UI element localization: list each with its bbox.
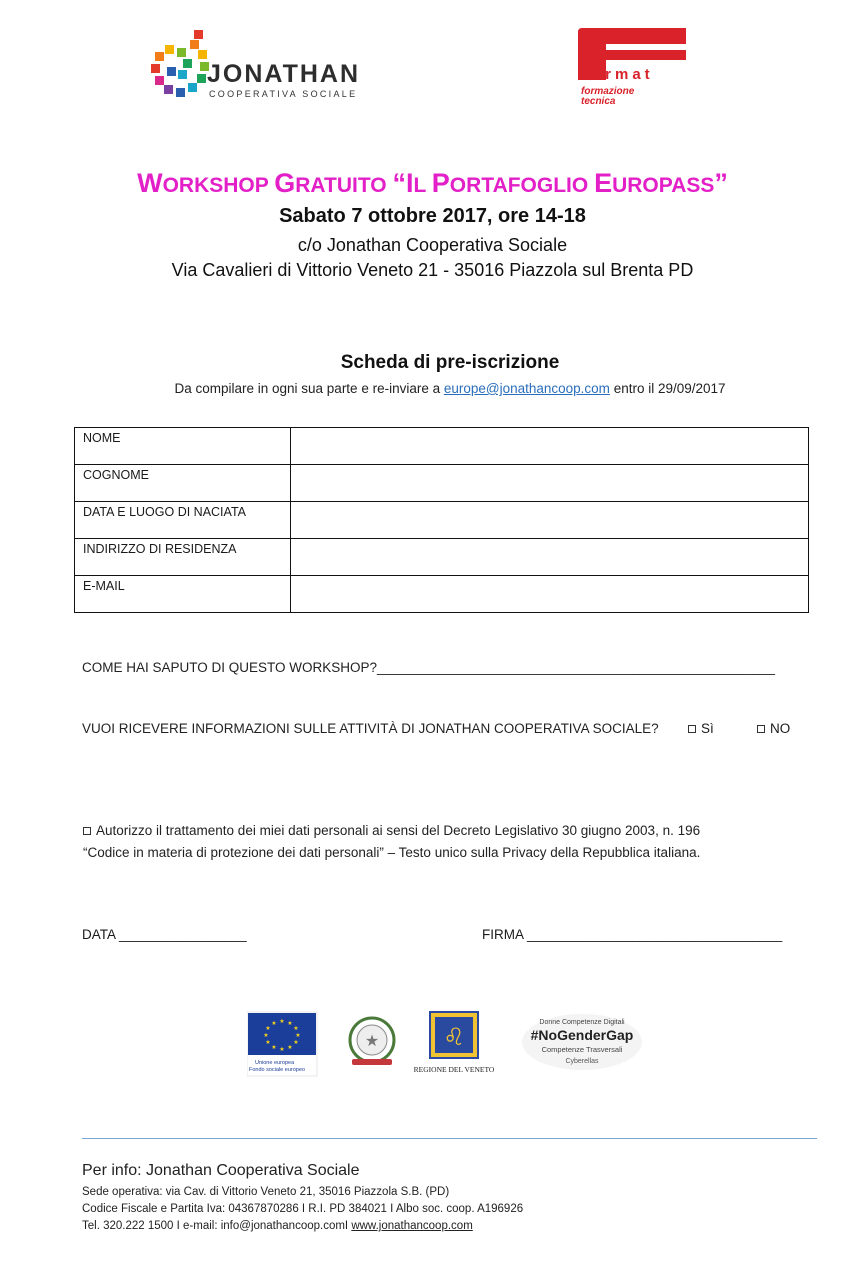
question-newsletter: VUOI RICEVERE INFORMAZIONI SULLE ATTIVITÀ DI JONATHAN COOPERATIVA SOCIALE? xyxy=(82,721,659,736)
regione-veneto-logo xyxy=(414,1012,495,1074)
italy-emblem-icon xyxy=(350,1018,394,1065)
field-input-cognome[interactable] xyxy=(291,465,809,502)
option-no[interactable] xyxy=(757,721,790,736)
format-logo-word: ormat xyxy=(592,66,654,83)
footer-divider xyxy=(82,1138,817,1139)
checkbox-icon[interactable] xyxy=(83,827,91,835)
sponsor-logos xyxy=(247,1010,667,1080)
eu-flag-icon xyxy=(247,1012,317,1076)
form-heading: Scheda di pre-iscrizione xyxy=(340,352,560,373)
cloud-word-main: #NoGenderGap xyxy=(530,1027,634,1043)
format-logo-tag2: tecnica xyxy=(581,96,616,106)
jonathan-logo-subtitle: COOPERATIVA SOCIALE xyxy=(209,89,358,99)
field-input-nome[interactable] xyxy=(291,428,809,465)
svg-text:★: ★ xyxy=(364,1031,380,1050)
event-address: Via Cavalieri di Vittorio Veneto 21 - 35016 Piazzola sul Brenta PD xyxy=(171,260,694,280)
svg-text:★: ★ xyxy=(279,1046,285,1053)
svg-text:♌: ♌ xyxy=(443,1023,465,1051)
field-input-nascita[interactable] xyxy=(291,502,809,539)
svg-text:★: ★ xyxy=(265,1039,271,1046)
question-how-heard: COME HAI SAPUTO DI QUESTO WORKSHOP?_____________________________________________________ xyxy=(82,660,775,675)
format-logo-tag1: formazione xyxy=(581,86,635,97)
option-yes-label: Sì xyxy=(701,721,714,736)
field-input-indirizzo[interactable] xyxy=(291,539,809,576)
privacy-line-2: “Codice in materia di protezione dei dati personali” – Testo unico sulla Privacy della Repubblica italiana. xyxy=(83,845,701,860)
table-row xyxy=(75,539,809,576)
privacy-line-1: Autorizzo il trattamento dei miei dati personali ai sensi del Decreto Legislativo 30 giugno 2003, n. 196 xyxy=(96,823,701,838)
option-no-label: NO xyxy=(770,721,791,736)
field-label-nascita: DATA E LUOGO DI NACIATA xyxy=(75,502,291,539)
event-location: c/o Jonathan Cooperativa Sociale xyxy=(297,235,568,255)
form-instructions: Da compilare in ogni sua parte e re-inviare a europe@jonathancoop.com entro il 29/09/2017 xyxy=(174,381,726,396)
cloud-word-low: Cyberellas xyxy=(565,1058,599,1065)
nogendergap-cloud xyxy=(522,1014,642,1070)
field-label-indirizzo: INDIRIZZO DI RESIDENZA xyxy=(75,539,291,576)
field-label-cognome: COGNOME xyxy=(75,465,291,502)
email-link[interactable]: europe@jonathancoop.com xyxy=(443,381,610,396)
cloud-word-top: Donne Competenze Digitali xyxy=(539,1019,625,1026)
table-row xyxy=(75,465,809,502)
event-date: Sabato 7 ottobre 2017, ore 14-18 xyxy=(279,205,586,227)
svg-text:★: ★ xyxy=(265,1025,271,1032)
field-label-nome: NOME xyxy=(75,428,291,465)
event-title: WORKSHOP GRATUITO “IL PORTAFOGLIO EUROPASS” xyxy=(137,168,728,198)
eu-label-1: Unione europea xyxy=(255,1060,295,1066)
svg-text:★: ★ xyxy=(271,1020,277,1027)
footer-fiscal: Codice Fiscale e Partita Iva: 04367870286 I R.I. PD 384021 I Albo soc. coop. A196926 xyxy=(82,1203,524,1215)
format-logo xyxy=(578,28,688,106)
date-line: DATA _________________ xyxy=(82,927,247,942)
jonathan-logo-name: JONATHAN xyxy=(207,60,361,88)
privacy-consent[interactable] xyxy=(83,823,700,838)
field-input-email[interactable] xyxy=(291,576,809,613)
svg-text:★: ★ xyxy=(287,1044,293,1051)
svg-text:★: ★ xyxy=(263,1032,269,1039)
signature-line: FIRMA __________________________________ xyxy=(482,927,783,942)
footer-website-link[interactable]: www.jonathancoop.com xyxy=(351,1220,473,1232)
table-row xyxy=(75,576,809,613)
footer-phone-email: Tel. 320.222 1500 I e-mail: info@jonathancoop.comI xyxy=(82,1220,352,1232)
field-label-email: E-MAIL xyxy=(75,576,291,613)
checkbox-icon[interactable] xyxy=(757,725,765,733)
registration-table xyxy=(74,427,809,613)
table-row xyxy=(75,502,809,539)
svg-text:★: ★ xyxy=(295,1032,301,1039)
svg-text:★: ★ xyxy=(271,1044,277,1051)
svg-text:★: ★ xyxy=(279,1018,285,1025)
footer-title: Per info: Jonathan Cooperativa Sociale xyxy=(82,1162,360,1179)
footer-address: Sede operativa: via Cav. di Vittorio Veneto 21, 35016 Piazzola S.B. (PD) xyxy=(82,1186,450,1198)
footer-contacts xyxy=(82,1220,473,1232)
eu-label-2: Fondo sociale europeo xyxy=(249,1067,305,1073)
cloud-word-mid: Competenze Trasversali xyxy=(541,1045,623,1054)
table-row xyxy=(75,428,809,465)
option-yes[interactable] xyxy=(688,721,714,736)
regione-label: REGIONE DEL VENETO xyxy=(413,1065,495,1074)
jonathan-spiral-icon xyxy=(151,30,209,97)
svg-text:★: ★ xyxy=(293,1039,299,1046)
svg-text:★: ★ xyxy=(293,1025,299,1032)
svg-text:★: ★ xyxy=(287,1020,293,1027)
checkbox-icon[interactable] xyxy=(688,725,696,733)
